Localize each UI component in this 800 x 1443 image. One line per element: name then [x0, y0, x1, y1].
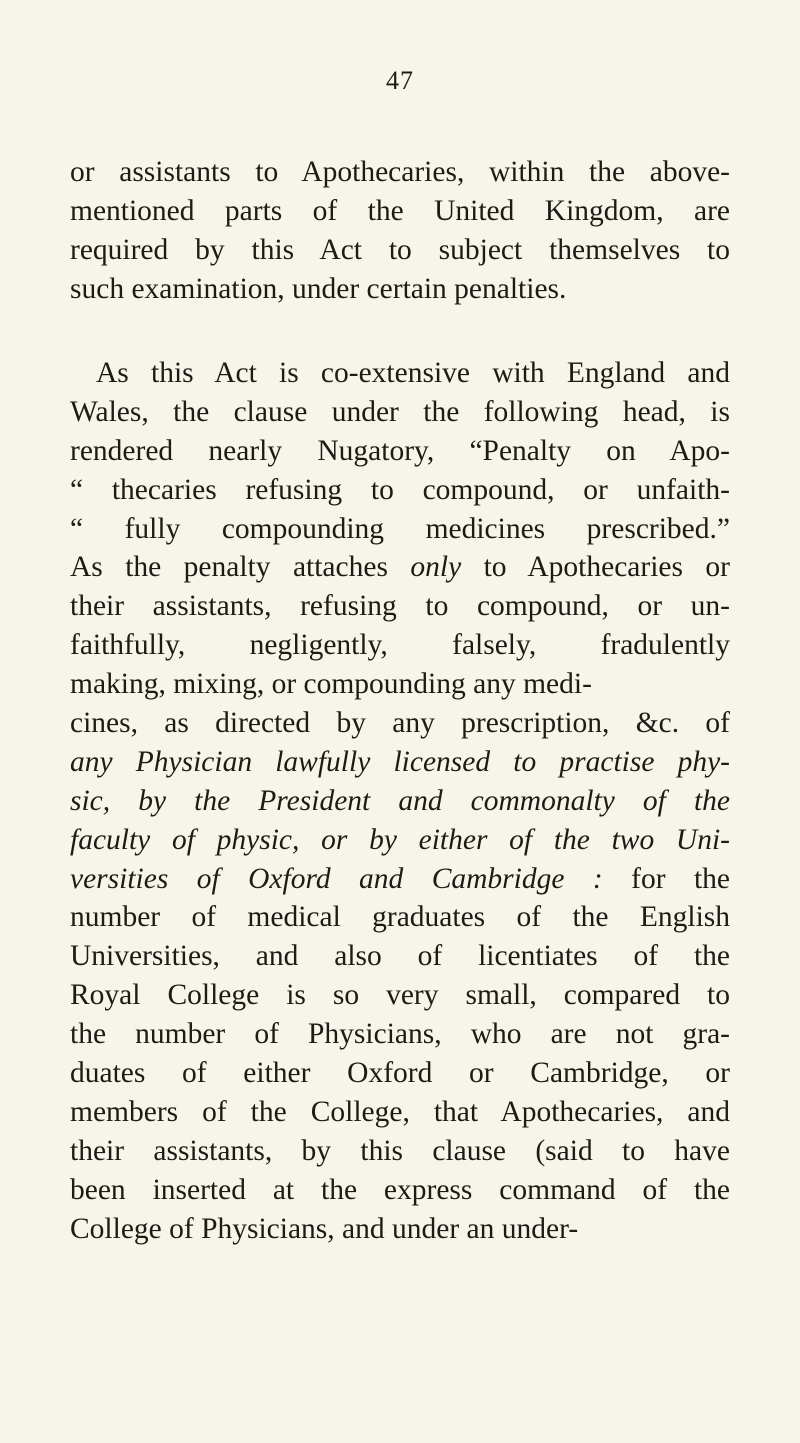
text-line	[70, 510, 730, 549]
text-line	[70, 976, 730, 1015]
text-line	[70, 665, 730, 704]
text-segment: Wales, the clause under the following head, is	[70, 395, 730, 428]
text-segment: or assistants to Apothecaries, within the above-	[70, 156, 730, 188]
text-segment: Royal College is so very small, compared to	[70, 979, 730, 1012]
text-line	[70, 1132, 730, 1171]
text-segment: the number of Physicians, who are not gra-	[70, 1018, 730, 1051]
italic-text-segment: versities of Oxford and Cambridge :	[70, 862, 603, 895]
text-line	[70, 860, 730, 899]
text-segment: been inserted at the express command of the	[70, 1173, 730, 1206]
text-segment: their assistants, refusing to compound, or un-	[70, 590, 730, 623]
text-segment: College of Physicians, and under an under-	[70, 1212, 579, 1245]
text-line	[70, 354, 730, 393]
text-segment: mentioned parts of the United Kingdom, are	[70, 194, 730, 227]
italic-text-segment: sic, by the President and commonalty of the	[70, 784, 730, 817]
text-line	[70, 548, 730, 587]
text-segment: required by this Act to subject themselves to	[70, 233, 730, 266]
text-line	[70, 704, 730, 743]
text-line	[70, 393, 730, 432]
text-segment: their assistants, by this clause (said to have	[70, 1134, 730, 1167]
text-line	[70, 937, 730, 976]
text-line	[70, 743, 730, 782]
italic-text-segment: any Physician lawfully licensed to practise phy-	[70, 745, 730, 778]
text-line	[70, 1054, 730, 1093]
text-line	[70, 153, 730, 192]
text-segment: “ thecaries refusing to compound, or unfaith-	[70, 473, 730, 506]
text-segment: faithfully, negligently, falsely, fradulently	[70, 629, 730, 662]
text-line	[70, 1210, 730, 1249]
text-line	[70, 471, 730, 510]
italic-text-segment: faculty of physic, or by either of the two Uni-	[70, 823, 730, 856]
text-line	[70, 1171, 730, 1210]
page-number: 47	[386, 66, 414, 95]
text-line	[70, 626, 730, 665]
text-segment: Universities, and also of licentiates of the	[70, 940, 730, 973]
text-line	[70, 898, 730, 937]
text-segment: “ fully compounding medicines prescribed.”	[70, 512, 730, 545]
text-line	[70, 1015, 730, 1054]
paragraph-1	[70, 153, 730, 309]
paragraph-2	[70, 354, 730, 1248]
text-line	[70, 192, 730, 231]
text-line	[70, 587, 730, 626]
text-segment: As this Act is co-extensive with England and	[96, 357, 730, 389]
text-segment: for the	[602, 862, 730, 895]
text-line	[70, 432, 730, 471]
text-segment: cines, as directed by any prescription, &c. of	[70, 707, 730, 740]
text-segment: duates of either Oxford or Cambridge, or	[70, 1057, 730, 1090]
text-line	[70, 231, 730, 270]
text-segment: to Apothecaries or	[461, 551, 730, 584]
text-segment: number of medical graduates of the English	[70, 901, 730, 934]
italic-text-segment: only	[410, 551, 462, 584]
text-segment: rendered nearly Nugatory, “Penalty on Apo-	[70, 434, 730, 467]
text-segment: such examination, under certain penalties.	[70, 272, 567, 305]
text-line	[70, 1093, 730, 1132]
text-line	[70, 270, 730, 309]
text-segment: members of the College, that Apothecaries, and	[70, 1095, 730, 1128]
text-line	[70, 782, 730, 821]
text-segment: making, mixing, or compounding any medi-	[70, 668, 592, 701]
text-line	[70, 821, 730, 860]
text-segment: As the penalty attaches	[70, 551, 411, 584]
